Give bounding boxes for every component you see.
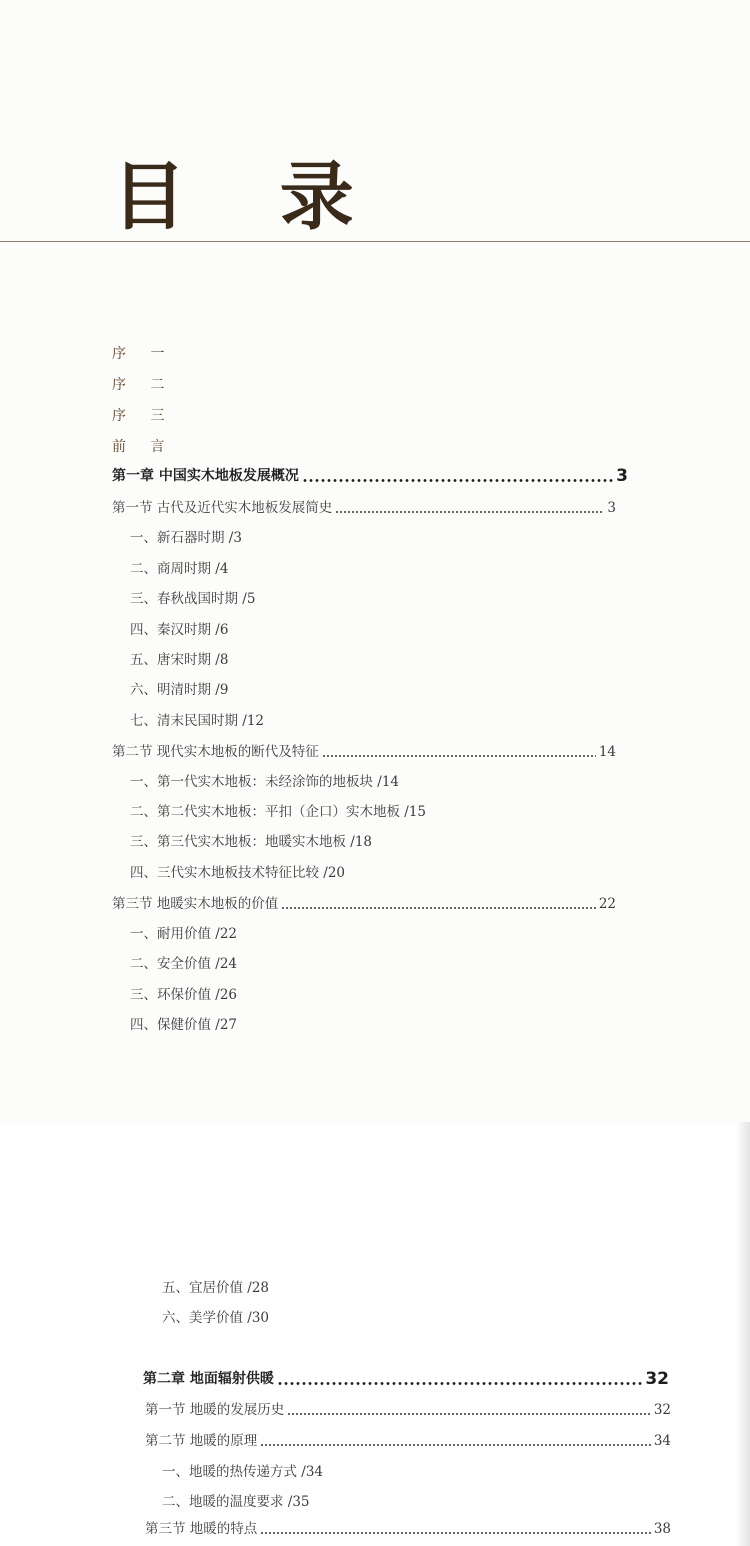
toc-entry-label: 三、第三代实木地板：地暖实木地板 /18 bbox=[130, 834, 373, 850]
dot-leader bbox=[335, 511, 604, 513]
toc-section-entry[interactable] bbox=[112, 741, 616, 763]
toc-subsection-entry[interactable] bbox=[130, 862, 345, 884]
dot-leader bbox=[287, 1413, 651, 1415]
toc-section-entry[interactable] bbox=[112, 497, 616, 519]
page-edge-shadow bbox=[736, 1122, 750, 1546]
toc-page-number: 32 bbox=[653, 1402, 671, 1418]
toc-entry-label: 六、美学价值 /30 bbox=[162, 1310, 270, 1326]
toc-entry-label: 第二章 地面辐射供暖 bbox=[143, 1371, 274, 1387]
toc-subsection-entry[interactable] bbox=[130, 619, 228, 641]
toc-subsection-entry[interactable] bbox=[130, 679, 228, 701]
toc-page-number: 34 bbox=[653, 1433, 671, 1449]
title-rule bbox=[0, 241, 750, 242]
toc-entry-label: 一、地暖的热传递方式 /34 bbox=[162, 1464, 324, 1480]
toc-page-number: 3 bbox=[616, 466, 628, 486]
toc-subsection-entry[interactable] bbox=[130, 984, 237, 1006]
toc-subsection-entry[interactable] bbox=[162, 1461, 323, 1483]
toc-entry-label: 二、安全价值 /24 bbox=[130, 956, 238, 972]
toc-page-number: 14 bbox=[598, 744, 616, 760]
toc-section-entry[interactable] bbox=[112, 893, 616, 915]
toc-subsection-entry[interactable] bbox=[130, 831, 372, 853]
dot-leader bbox=[322, 755, 596, 757]
preface-entry[interactable]: 序 一 bbox=[112, 346, 175, 362]
toc-section-entry[interactable] bbox=[145, 1518, 671, 1540]
toc-section-entry[interactable] bbox=[145, 1430, 671, 1452]
toc-entry-label: 四、保健价值 /27 bbox=[130, 1017, 238, 1033]
toc-page-2 bbox=[0, 1122, 750, 1546]
toc-entry-label: 第一节 古代及近代实木地板发展简史 bbox=[112, 500, 333, 516]
toc-entry-label: 六、明清时期 /9 bbox=[130, 682, 229, 698]
toc-page-number: 38 bbox=[653, 1521, 671, 1537]
toc-subsection-entry[interactable] bbox=[130, 771, 399, 793]
toc-entry-label: 第二节 现代实木地板的断代及特征 bbox=[112, 744, 319, 760]
toc-page-number: 3 bbox=[607, 500, 616, 516]
toc-subsection-entry[interactable] bbox=[130, 588, 255, 610]
dot-leader bbox=[277, 1382, 642, 1385]
toc-subsection-entry[interactable] bbox=[130, 801, 426, 823]
toc-entry-label: 七、清末民国时期 /12 bbox=[130, 713, 265, 729]
toc-entry-label: 四、三代实木地板技术特征比较 /20 bbox=[130, 865, 346, 881]
toc-page-number: 22 bbox=[598, 896, 616, 912]
toc-entry-label: 第二节 地暖的原理 bbox=[145, 1433, 258, 1449]
toc-entry-label: 四、秦汉时期 /6 bbox=[130, 622, 229, 638]
toc-subsection-entry[interactable] bbox=[130, 710, 264, 732]
toc-entry-label: 三、环保价值 /26 bbox=[130, 987, 238, 1003]
toc-entry-label: 一、第一代实木地板：未经涂饰的地板块 /14 bbox=[130, 774, 400, 790]
toc-subsection-entry[interactable] bbox=[130, 923, 237, 945]
toc-chapter-entry[interactable] bbox=[143, 1368, 669, 1390]
toc-entry-label: 第三节 地暖实木地板的价值 bbox=[112, 896, 279, 912]
toc-page-number: 32 bbox=[645, 1369, 669, 1389]
toc-entry-label: 五、宜居价值 /28 bbox=[162, 1280, 270, 1296]
toc-subsection-entry[interactable] bbox=[162, 1491, 310, 1513]
toc-entry-label: 一、新石器时期 /3 bbox=[130, 530, 242, 546]
toc-entry-label: 一、耐用价值 /22 bbox=[130, 926, 238, 942]
dot-leader bbox=[260, 1532, 651, 1534]
toc-entry-label: 二、商周时期 /4 bbox=[130, 561, 229, 577]
preface-entry[interactable]: 序 三 bbox=[112, 408, 175, 424]
toc-subsection-entry[interactable] bbox=[130, 527, 242, 549]
toc-subsection-entry[interactable] bbox=[162, 1277, 269, 1299]
dot-leader bbox=[260, 1444, 651, 1446]
toc-entry-label: 三、春秋战国时期 /5 bbox=[130, 591, 256, 607]
toc-entry-label: 五、唐宋时期 /8 bbox=[130, 652, 229, 668]
dot-leader bbox=[302, 479, 613, 482]
toc-subsection-entry[interactable] bbox=[162, 1307, 269, 1329]
toc-entry-label: 第一章 中国实木地板发展概况 bbox=[112, 468, 299, 484]
toc-chapter-entry[interactable] bbox=[112, 465, 628, 487]
toc-subsection-entry[interactable] bbox=[130, 558, 228, 580]
toc-entry-label: 二、地暖的温度要求 /35 bbox=[162, 1494, 310, 1510]
preface-entry[interactable]: 序 二 bbox=[112, 377, 175, 393]
toc-entry-label: 二、第二代实木地板：平扣（企口）实木地板 /15 bbox=[130, 804, 427, 820]
toc-subsection-entry[interactable] bbox=[130, 1014, 237, 1036]
page-title: 目 录 bbox=[112, 154, 388, 240]
preface-entry[interactable]: 前 言 bbox=[112, 439, 175, 455]
toc-section-entry[interactable] bbox=[145, 1399, 671, 1421]
toc-subsection-entry[interactable] bbox=[130, 953, 237, 975]
dot-leader bbox=[281, 907, 596, 909]
toc-subsection-entry[interactable] bbox=[130, 649, 228, 671]
toc-entry-label: 第三节 地暖的特点 bbox=[145, 1521, 258, 1537]
toc-entry-label: 第一节 地暖的发展历史 bbox=[145, 1402, 285, 1418]
